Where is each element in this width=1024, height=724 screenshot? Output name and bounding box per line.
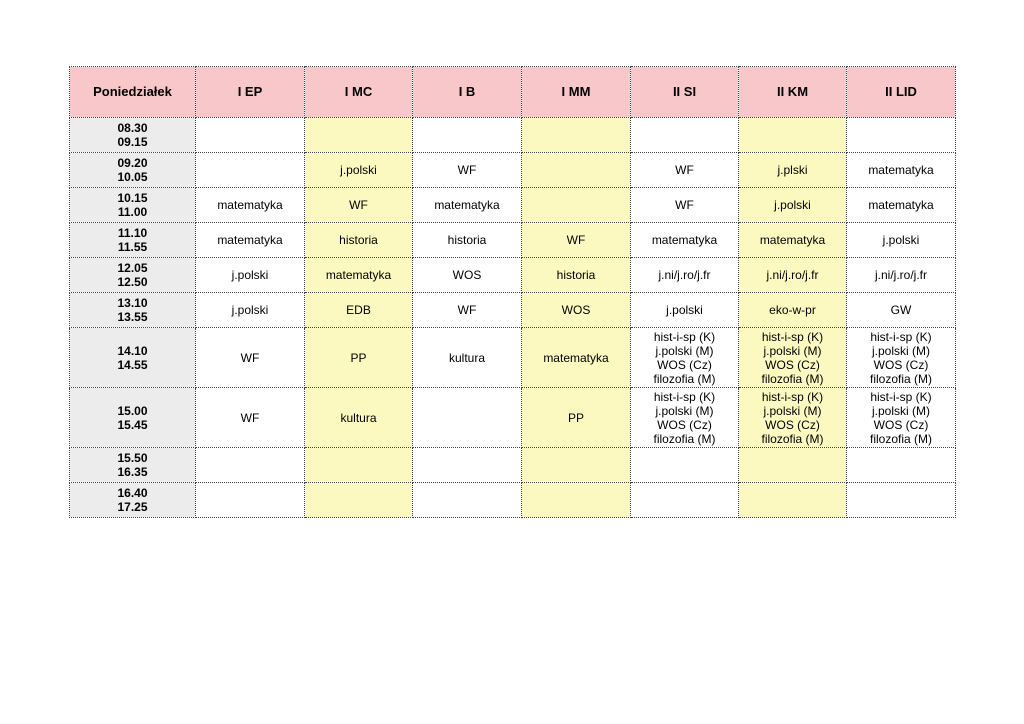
end-time: 13.55	[117, 310, 148, 324]
lesson-cell	[739, 258, 847, 293]
time-cell	[70, 388, 196, 448]
lesson-cell	[522, 223, 631, 258]
lesson-cell	[847, 448, 956, 483]
time-cell	[70, 483, 196, 518]
lesson-cell	[631, 118, 739, 153]
subject-label: matematyka	[868, 198, 934, 212]
start-time: 12.05	[117, 261, 148, 275]
lesson-cell	[847, 328, 956, 388]
lesson-cell	[847, 388, 956, 448]
subject-label: filozofia (M)	[869, 431, 932, 446]
subject-label: matematyka	[434, 198, 500, 212]
lesson-cell	[305, 223, 413, 258]
subject-label: WOS (Cz)	[873, 417, 929, 432]
lesson-cell	[847, 293, 956, 328]
lesson-cell	[631, 258, 739, 293]
lesson-cell	[739, 153, 847, 188]
subject-label: WF	[240, 350, 260, 365]
time-cell	[70, 118, 196, 153]
subject-label: WOS	[452, 268, 482, 282]
lesson-cell	[739, 483, 847, 518]
subject-label: matematyka	[651, 233, 718, 247]
lesson-cell	[413, 483, 522, 518]
start-time: 14.10	[117, 343, 148, 358]
subject-label: WF	[349, 198, 368, 212]
subject-label: kultura	[340, 410, 377, 425]
lesson-cell	[739, 448, 847, 483]
start-time: 11.10	[117, 226, 148, 240]
lesson-cell	[196, 483, 305, 518]
lesson-cell	[196, 118, 305, 153]
end-time: 12.50	[117, 275, 148, 289]
lesson-cell	[631, 448, 739, 483]
lesson-cell	[413, 153, 522, 188]
lesson-cell	[631, 223, 739, 258]
table-row	[70, 188, 956, 223]
class-header: II SI	[631, 67, 739, 118]
subject-label: hist-i-sp (K)	[653, 389, 716, 404]
subject-label: WOS (Cz)	[765, 357, 820, 372]
day-header: Poniedziałek	[70, 67, 196, 118]
subject-label: j.polski (M)	[763, 403, 822, 418]
lesson-cell	[847, 153, 956, 188]
lesson-cell	[847, 258, 956, 293]
lesson-cell	[847, 188, 956, 223]
start-time: 16.40	[117, 486, 148, 500]
subject-label: WOS (Cz)	[765, 417, 820, 432]
lesson-cell	[631, 153, 739, 188]
lesson-cell	[413, 448, 522, 483]
time-cell	[70, 293, 196, 328]
subject-label: j.ni/j.ro/j.fr	[874, 268, 927, 282]
subject-label: WOS (Cz)	[657, 357, 712, 372]
lesson-cell	[522, 448, 631, 483]
end-time: 11.00	[117, 205, 148, 219]
end-time: 14.55	[117, 357, 148, 372]
lesson-cell	[739, 223, 847, 258]
subject-label: historia	[447, 233, 487, 247]
subject-label: hist-i-sp (K)	[761, 329, 824, 344]
class-header: II KM	[739, 67, 847, 118]
table-row	[70, 258, 956, 293]
header-row	[70, 67, 956, 118]
lesson-cell	[413, 388, 522, 448]
lesson-cell	[196, 388, 305, 448]
subject-label: j.plski	[777, 163, 808, 177]
lesson-cell	[305, 293, 413, 328]
table-row	[70, 223, 956, 258]
lesson-cell	[631, 328, 739, 388]
subject-label: EDB	[346, 303, 371, 317]
lesson-cell	[196, 258, 305, 293]
class-header: I EP	[196, 67, 305, 118]
class-header: I MM	[522, 67, 631, 118]
lesson-cell	[305, 388, 413, 448]
start-time: 08.30	[117, 121, 148, 135]
subject-label: WF	[457, 303, 477, 317]
lesson-cell	[196, 188, 305, 223]
lesson-cell	[413, 223, 522, 258]
subject-label: j.ni/j.ro/j.fr	[658, 268, 711, 282]
time-cell	[70, 188, 196, 223]
start-time: 10.15	[117, 191, 148, 205]
lesson-cell	[522, 258, 631, 293]
lesson-cell	[413, 328, 522, 388]
subject-label: matematyka	[868, 163, 934, 177]
time-cell	[70, 153, 196, 188]
subject-label: j.polski (M)	[655, 343, 714, 358]
subject-label: kultura	[448, 350, 486, 365]
subject-label: j.polski	[774, 198, 811, 212]
subject-label: filozofia (M)	[869, 371, 932, 386]
subject-label: j.polski	[882, 233, 920, 247]
table-row	[70, 118, 956, 153]
table-row	[70, 293, 956, 328]
lesson-cell	[739, 388, 847, 448]
lesson-cell	[196, 448, 305, 483]
lesson-cell	[522, 153, 631, 188]
table-row	[70, 328, 956, 388]
lesson-cell	[631, 483, 739, 518]
lesson-cell	[196, 223, 305, 258]
lesson-cell	[847, 483, 956, 518]
lesson-cell	[522, 118, 631, 153]
subject-label: matematyka	[543, 350, 609, 365]
table-row	[70, 388, 956, 448]
lesson-cell	[305, 188, 413, 223]
lesson-cell	[631, 293, 739, 328]
lesson-cell	[739, 188, 847, 223]
lesson-cell	[196, 153, 305, 188]
subject-label: matematyka	[217, 198, 283, 212]
subject-label: j.polski	[231, 303, 269, 317]
subject-label: WOS	[561, 303, 591, 317]
subject-label: filozofia (M)	[761, 431, 824, 446]
lesson-cell	[305, 328, 413, 388]
start-time: 15.50	[117, 451, 148, 465]
start-time: 15.00	[117, 403, 148, 418]
end-time: 09.15	[117, 135, 148, 149]
table-row	[70, 153, 956, 188]
lesson-cell	[413, 188, 522, 223]
subject-label: j.polski (M)	[655, 403, 714, 418]
lesson-cell	[522, 483, 631, 518]
subject-label: WF	[240, 410, 260, 425]
subject-label: matematyka	[325, 268, 392, 282]
subject-label: matematyka	[217, 233, 283, 247]
start-time: 09.20	[117, 156, 148, 170]
start-time: 13.10	[117, 296, 148, 310]
subject-label: j.polski	[231, 268, 269, 282]
subject-label: GW	[890, 303, 912, 317]
subject-label: hist-i-sp (K)	[870, 389, 932, 404]
subject-label: WF	[566, 233, 586, 247]
lesson-cell	[631, 388, 739, 448]
lesson-cell	[196, 328, 305, 388]
lesson-cell	[413, 293, 522, 328]
lesson-cell	[522, 188, 631, 223]
lesson-cell	[739, 328, 847, 388]
lesson-cell	[739, 118, 847, 153]
subject-label: j.ni/j.ro/j.fr	[766, 268, 819, 282]
subject-label: WF	[675, 163, 694, 177]
subject-label: hist-i-sp (K)	[870, 329, 932, 344]
end-time: 16.35	[117, 465, 148, 479]
subject-label: eko-w-pr	[769, 303, 816, 317]
lesson-cell	[305, 448, 413, 483]
table-row	[70, 448, 956, 483]
lesson-cell	[305, 258, 413, 293]
subject-label: filozofia (M)	[653, 431, 716, 446]
subject-label: filozofia (M)	[761, 371, 824, 386]
lesson-cell	[739, 293, 847, 328]
lesson-cell	[196, 293, 305, 328]
subject-label: j.polski	[666, 303, 703, 317]
subject-label: j.polski	[340, 163, 377, 177]
subject-label: hist-i-sp (K)	[761, 389, 824, 404]
class-header: II LID	[847, 67, 956, 118]
lesson-cell	[522, 293, 631, 328]
class-header: I B	[413, 67, 522, 118]
lesson-cell	[305, 153, 413, 188]
subject-label: historia	[556, 268, 596, 282]
class-header: I MC	[305, 67, 413, 118]
subject-label: WOS (Cz)	[657, 417, 712, 432]
subject-label: j.polski (M)	[871, 343, 930, 358]
subject-label: WF	[457, 163, 477, 177]
lesson-cell	[522, 328, 631, 388]
time-cell	[70, 448, 196, 483]
lesson-cell	[631, 188, 739, 223]
subject-label: PP	[567, 410, 584, 425]
lesson-cell	[847, 118, 956, 153]
table-row	[70, 483, 956, 518]
subject-label: PP	[350, 350, 367, 365]
lesson-cell	[305, 118, 413, 153]
lesson-cell	[847, 223, 956, 258]
subject-label: historia	[339, 233, 378, 247]
lesson-cell	[522, 388, 631, 448]
time-cell	[70, 223, 196, 258]
time-cell	[70, 258, 196, 293]
subject-label: matematyka	[759, 233, 826, 247]
subject-label: filozofia (M)	[653, 371, 716, 386]
lesson-cell	[413, 118, 522, 153]
schedule-table	[69, 66, 956, 518]
end-time: 15.45	[117, 417, 148, 432]
subject-label: j.polski (M)	[763, 343, 822, 358]
lesson-cell	[413, 258, 522, 293]
lesson-cell	[305, 483, 413, 518]
subject-label: j.polski (M)	[871, 403, 930, 418]
end-time: 11.55	[117, 240, 148, 254]
subject-label: hist-i-sp (K)	[653, 329, 716, 344]
time-cell	[70, 328, 196, 388]
subject-label: WF	[675, 198, 694, 212]
end-time: 10.05	[117, 170, 148, 184]
end-time: 17.25	[117, 500, 148, 514]
subject-label: WOS (Cz)	[873, 357, 929, 372]
